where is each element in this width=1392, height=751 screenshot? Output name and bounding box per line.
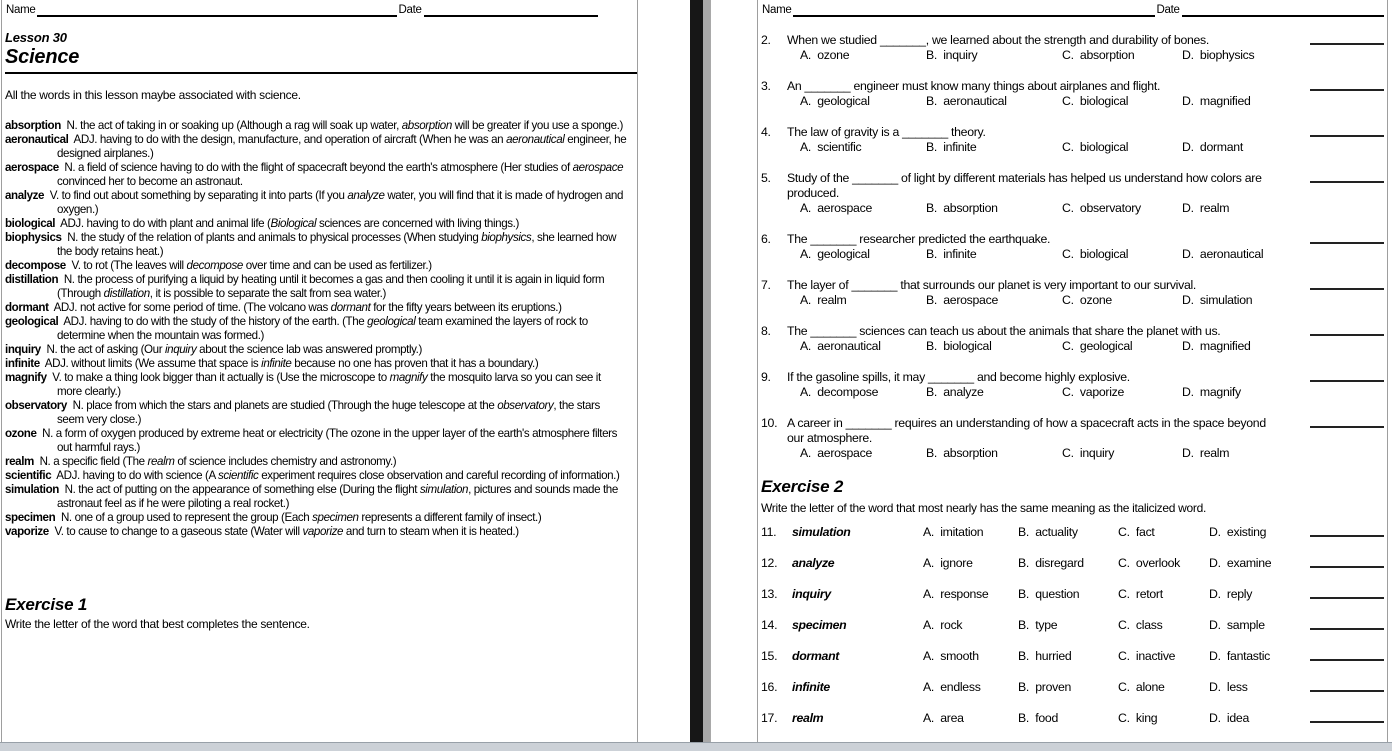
choice-d: D. less [1209,680,1248,694]
word-entry: observatory N. place from which the stars and planets are studied (Through the huge telescope at the observatory, the stars seem very close.) [5,399,600,426]
answer-blank [1310,597,1384,599]
synonym-item [761,526,1384,539]
question-stem: Study of the _______ of light by different materials has helped us understand how colors are produced. [787,171,1262,200]
horizontal-scrollbar[interactable] [0,742,1392,751]
choice-b: B. hurried [1018,649,1072,663]
word-term: dormant [5,301,49,314]
word-example-italic: biophysics [481,231,532,244]
choices-row [761,446,1384,461]
choice-d: D. magnify [1182,385,1241,399]
word-term: magnify [5,371,47,384]
question-number: 3. [761,79,771,93]
question [761,171,1384,216]
choice-a: A. endless [923,680,981,694]
choice-b: B. disregard [1018,556,1084,570]
question-top [761,125,1384,140]
answer-blank [1310,135,1384,137]
choice-c: C. observatory [1062,201,1141,215]
item-number: 16. [761,680,778,694]
choice-d: D. fantastic [1209,649,1271,663]
word-example-italic: aerospace [572,161,624,174]
name-label: Name [762,4,792,16]
word-term: simulation [5,483,59,496]
choices-row [761,247,1384,262]
question [761,370,1384,400]
page-left [0,0,690,751]
question [761,278,1384,308]
name-blank-line [37,3,397,17]
question-top [761,324,1384,339]
question-top [761,79,1384,94]
choice-d: D. magnified [1182,339,1251,353]
item-word: realm [792,711,824,725]
answer-blank [1310,380,1384,382]
word-example-italic: realm [147,455,175,468]
choice-d: D. sample [1209,618,1265,632]
word-example-italic: scientific [217,469,259,482]
question-stem: The _______ researcher predicted the earthquake. [787,232,1051,246]
page-title: Science [5,46,80,68]
choice-a: A. decompose [800,385,879,399]
choice-a: A. geological [800,94,870,108]
choice-c: C. class [1118,618,1163,632]
choice-c: C. ozone [1062,293,1112,307]
choice-b: B. absorption [926,446,998,460]
word-entry: ozone N. a form of oxygen produced by extreme heat or electricity (The ozone in the upper layer of the earth's atmosphere filters out harmful rays.) [5,427,618,454]
word-entry: realm N. a specific field (The realm of science includes chemistry and astronomy.) [5,455,397,468]
title-rule [5,72,637,74]
word-term: observatory [5,399,67,412]
choices-row [761,339,1384,354]
word-entry: simulation N. the act of putting on the appearance of something else (During the flight simulation, pictures and sounds made the astronaut feel as if he were piloting a real rocket.) [5,483,618,510]
page-divider-gap [703,0,711,751]
word-entry: vaporize V. to cause to change to a gaseous state (Water will vaporize and turn to steam when it is heated.) [5,525,519,538]
word-example-italic: observatory [497,399,554,412]
choices-row [761,201,1384,216]
choice-b: B. inquiry [926,48,978,62]
question-number: 9. [761,370,771,384]
word-example-italic: distillation [103,287,150,300]
choice-d: D. reply [1209,587,1253,601]
lesson-intro: All the words in this lesson maybe associated with science. [5,88,301,102]
choice-b: B. food [1018,711,1058,725]
word-term: distillation [5,273,59,286]
choice-d: D. realm [1182,201,1230,215]
question [761,125,1384,155]
word-entry: scientific ADJ. having to do with science (A scientific experiment requires close observation and careful recording of information.) [5,469,620,482]
question-top [761,370,1384,385]
question [761,79,1384,109]
question-top [761,232,1384,247]
item-number: 12. [761,556,778,570]
word-entry: aerospace N. a field of science having to do with the flight of spacecraft beyond the earth's atmosphere (Her studies of aerospace convinced her to become an astronaut. [5,161,624,188]
item-number: 13. [761,587,778,601]
synonym-item [761,557,1384,570]
choice-a: A. smooth [923,649,979,663]
choice-b: B. proven [1018,680,1072,694]
item-number: 15. [761,649,778,663]
choice-d: D. dormant [1182,140,1243,154]
choice-d: D. examine [1209,556,1272,570]
choice-a: A. realm [800,293,847,307]
exercise2-items [761,526,1384,751]
choice-a: A. area [923,711,964,725]
word-example-italic: inquiry [164,343,197,356]
answer-blank [1310,566,1384,568]
word-example-italic: magnify [389,371,428,384]
word-example-italic: decompose [186,259,243,272]
word-term: vaporize [5,525,49,538]
name-label: Name [6,4,36,16]
choice-b: B. type [1018,618,1058,632]
choice-c: C. fact [1118,525,1155,539]
choices-row [761,94,1384,109]
exercise1-intro: Write the letter of the word that best completes the sentence. [5,617,310,631]
word-term: realm [5,455,34,468]
choice-a: A. aerospace [800,446,872,460]
word-entry: inquiry N. the act of asking (Our inquiry about the science lab was answered promptly.) [5,343,422,356]
answer-blank [1310,690,1384,692]
word-example-italic: dormant [330,301,371,314]
question-top [761,33,1384,48]
page-left-content [1,0,638,751]
choices-row [761,385,1384,400]
choice-c: C. biological [1062,140,1129,154]
date-label: Date [1156,4,1180,16]
question-number: 2. [761,33,771,47]
choice-c: C. retort [1118,587,1163,601]
word-term: infinite [5,357,40,370]
word-example-italic: simulation [419,483,469,496]
answer-blank [1310,43,1384,45]
word-term: analyze [5,189,45,202]
question [761,232,1384,262]
word-example-italic: vaporize [302,525,344,538]
choice-c: C. biological [1062,247,1129,261]
question-top [761,171,1384,201]
question-stem: The layer of _______ that surrounds our planet is very important to our survival. [787,278,1197,292]
answer-blank [1310,89,1384,91]
word-example-italic: analyze [347,189,385,202]
exercise1-questions [761,33,1384,461]
synonym-item [761,588,1384,601]
word-entry: geological ADJ. having to do with the study of the history of the earth. (The geological team examined the layers of rock to determine when the mountain was formed.) [5,315,588,342]
choice-a: A. response [923,587,989,601]
choice-b: B. aeronautical [926,94,1007,108]
question-number: 8. [761,324,771,338]
synonym-item [761,712,1384,725]
item-word: specimen [792,618,847,632]
name-date-row [5,0,635,17]
choice-d: D. existing [1209,525,1267,539]
choice-c: C. biological [1062,94,1129,108]
word-example-italic: geological [367,315,416,328]
lesson-number: Lesson 30 [5,30,67,45]
word-term: inquiry [5,343,41,356]
choice-b: B. question [1018,587,1080,601]
item-word: simulation [792,525,851,539]
date-blank-line [424,3,598,17]
choice-b: B. aerospace [926,293,998,307]
word-entry: dormant ADJ. not active for some period of time. (The volcano was dormant for the fifty years between its eruptions.) [5,301,562,314]
page-right-content [757,0,1388,751]
answer-blank [1310,535,1384,537]
item-word: analyze [792,556,835,570]
synonym-item [761,681,1384,694]
word-term: ozone [5,427,37,440]
exercise2-intro: Write the letter of the word that most nearly has the same meaning as the italicized word. [761,501,1207,515]
choice-d: D. biophysics [1182,48,1255,62]
synonym-item [761,650,1384,663]
choice-c: C. inquiry [1062,446,1115,460]
choice-c: C. vaporize [1062,385,1125,399]
question-top [761,416,1384,446]
question-number: 10. [761,416,778,430]
choice-a: A. ozone [800,48,850,62]
question-number: 6. [761,232,771,246]
choice-c: C. king [1118,711,1158,725]
word-term: aerospace [5,161,59,174]
word-entry: distillation N. the process of purifying a liquid by heating until it becomes a gas and then cooling it until it is again in liquid form (Through distillation, it is possible to separate the salt from sea water.) [5,273,605,300]
word-term: biophysics [5,231,62,244]
choice-a: A. geological [800,247,870,261]
choice-c: C. alone [1118,680,1165,694]
question-number: 7. [761,278,771,292]
question-stem: A career in _______ requires an understanding of how a spacecraft acts in the space beyond our atmosphere. [787,416,1266,445]
word-term: specimen [5,511,56,524]
choice-c: C. overlook [1118,556,1181,570]
word-example-italic: Biological [270,217,317,230]
word-entry: biological ADJ. having to do with plant and animal life (Biological sciences are concerned with living things.) [5,217,519,230]
word-term: geological [5,315,59,328]
word-entry: decompose V. to rot (The leaves will decompose over time and can be used as fertilizer.) [5,259,432,272]
choices-row [761,48,1384,63]
word-entry: analyze V. to find out about something by separating it into parts (If you analyze water, you will find that it is made of hydrogen and oxygen.) [5,189,624,216]
choice-b: B. absorption [926,201,998,215]
choice-a: A. rock [923,618,963,632]
question [761,324,1384,354]
choices-row [761,293,1384,308]
word-entry: biophysics N. the study of the relation of plants and animals to physical processes (When studying biophysics, she learned how the body retains heat.) [5,231,617,258]
item-word: dormant [792,649,840,663]
choice-d: D. simulation [1182,293,1253,307]
item-word: inquiry [792,587,831,601]
word-term: scientific [5,469,52,482]
choice-c: C. geological [1062,339,1133,353]
answer-blank [1310,334,1384,336]
word-entry: infinite ADJ. without limits (We assume that space is infinite because no one has proven that it has a boundary.) [5,357,539,370]
choice-a: A. aeronautical [800,339,881,353]
word-term: biological [5,217,56,230]
word-entry: specimen N. one of a group used to represent the group (Each specimen represents a different family of insect.) [5,511,542,524]
choice-a: A. scientific [800,140,862,154]
word-example-italic: specimen [312,511,359,524]
choice-b: B. infinite [926,140,977,154]
question [761,33,1384,63]
question-stem: The law of gravity is a _______ theory. [787,125,986,139]
answer-blank [1310,181,1384,183]
answer-blank [1310,426,1384,428]
choice-b: B. actuality [1018,525,1078,539]
word-example-italic: infinite [261,357,292,370]
question-stem: The _______ sciences can teach us about the animals that share the planet with us. [787,324,1221,338]
choice-a: A. aerospace [800,201,872,215]
item-number: 17. [761,711,778,725]
choice-b: B. infinite [926,247,977,261]
item-number: 14. [761,618,778,632]
choice-b: B. analyze [926,385,984,399]
answer-blank [1310,288,1384,290]
word-term: decompose [5,259,66,272]
answer-blank [1310,659,1384,661]
name-blank-line [793,3,1155,17]
page-right [711,0,1392,751]
word-entry: absorption N. the act of taking in or soaking up (Although a rag will soak up water, absorption will be greater if you use a sponge.) [5,119,623,132]
choice-b: B. biological [926,339,992,353]
choice-d: D. realm [1182,446,1230,460]
question-number: 4. [761,125,771,139]
name-date-row [761,0,1384,17]
item-word: infinite [792,680,830,694]
answer-blank [1310,242,1384,244]
question [761,416,1384,461]
word-example-italic: aeronautical [506,133,565,146]
choice-c: C. inactive [1118,649,1176,663]
choice-a: A. ignore [923,556,973,570]
answer-blank [1310,628,1384,630]
question-stem: An _______ engineer must know many things about airplanes and flight. [787,79,1161,93]
synonym-item [761,619,1384,632]
date-blank-line [1182,3,1384,17]
answer-blank [1310,721,1384,723]
choice-a: A. imitation [923,525,984,539]
choices-row [761,140,1384,155]
date-label: Date [398,4,422,16]
word-entry: magnify V. to make a thing look bigger than it actually is (Use the microscope to magnify the mosquito larva so you can see it more clearly.) [5,371,601,398]
word-example-italic: absorption [401,119,452,132]
choice-d: D. magnified [1182,94,1251,108]
word-term: aeronautical [5,133,69,146]
word-list [5,119,627,539]
page-divider-bar [690,0,703,751]
question-number: 5. [761,171,771,185]
exercise2-heading: Exercise 2 [761,477,844,496]
question-stem: If the gasoline spills, it may _______ and become highly explosive. [787,370,1130,384]
word-term: absorption [5,119,61,132]
word-entry: aeronautical ADJ. having to do with the design, manufacture, and operation of aircraft (When he was an aeronautical engineer, he designed airplanes.) [5,133,627,160]
item-number: 11. [761,525,777,539]
choice-d: D. aeronautical [1182,247,1264,261]
exercise1-heading: Exercise 1 [5,595,88,614]
choice-d: D. idea [1209,711,1249,725]
question-stem: When we studied _______, we learned about the strength and durability of bones. [787,33,1210,47]
question-top [761,278,1384,293]
choice-c: C. absorption [1062,48,1135,62]
